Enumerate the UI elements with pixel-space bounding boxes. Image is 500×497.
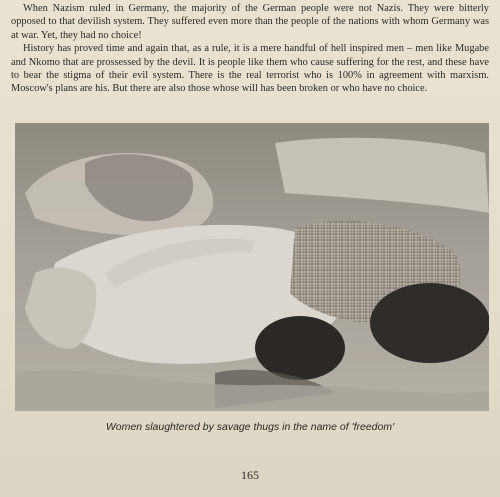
page-number: 165: [241, 468, 259, 482]
photograph: [15, 123, 489, 411]
photo-caption: Women slaughtered by savage thugs in the name of 'freedom': [105, 421, 395, 433]
paragraph-2: History has proved time and again that, as a rule, it is a mere handful of hell inspired men – men like Mugabe and Nkomo that are prossessed by the devil. It is people like them who cause suffering for the rest, and these have to bear the stigma of their evil system. There is the real terrorist who is 100% in agreement with marxism. Moscow's plans are his. But there are also those whose will has been broken or who have no choice.: [11, 43, 489, 95]
body-text: [11, 2, 489, 96]
paragraph-1: When Nazism ruled in Germany, the majority of the German people were not Nazis. They were bitterly opposed to that devilish system. They suffered even more than the people of the nations with whom Germany was at war. Yet, they had no choice!: [11, 3, 489, 41]
photograph-image: [15, 123, 489, 411]
